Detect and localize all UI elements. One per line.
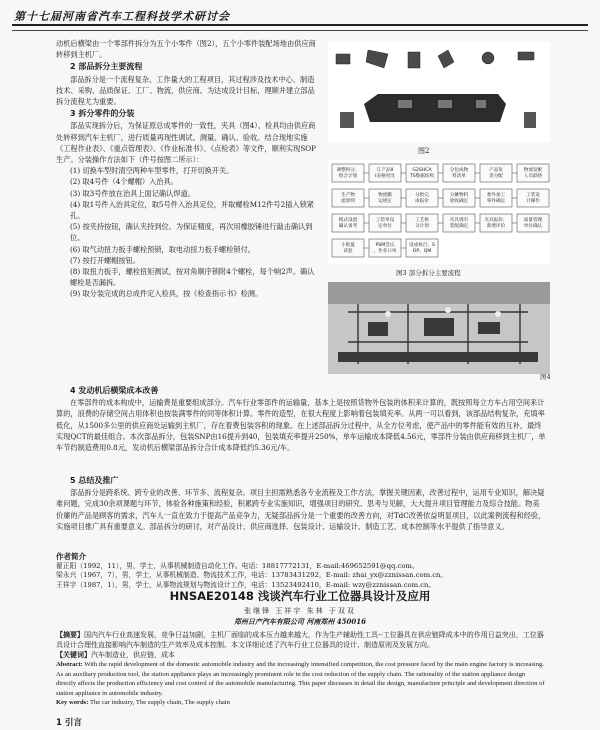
svg-text:生产物: 生产物 bbox=[341, 193, 355, 198]
step-item: (1) 切换车型时清空两种车型零件，打开切换开关。 bbox=[70, 166, 234, 176]
step-item: (7) 按打开螺帽按钮。 bbox=[70, 255, 140, 265]
svg-text:装配确定: 装配确定 bbox=[449, 224, 469, 229]
flow-step bbox=[480, 164, 512, 182]
flow-step bbox=[480, 214, 512, 232]
svg-text:产品负: 产品负 bbox=[489, 168, 503, 173]
svg-text:、作业口单: 、作业口单 bbox=[373, 249, 397, 254]
flow-step bbox=[332, 164, 364, 182]
svg-text:委外加工: 委外加工 bbox=[486, 193, 506, 198]
svg-text:TS数据结构: TS数据结构 bbox=[409, 174, 435, 179]
svg-text:工艺拆: 工艺拆 bbox=[415, 218, 429, 223]
flow-step bbox=[406, 239, 438, 257]
svg-text:小批量: 小批量 bbox=[341, 243, 355, 248]
keywords-label: 【关键词】 bbox=[56, 651, 91, 659]
section-5 bbox=[56, 474, 546, 532]
svg-text:料清单: 料清单 bbox=[452, 174, 466, 179]
svg-text:验收确定: 验收确定 bbox=[449, 199, 469, 204]
svg-text:人员联络: 人员联络 bbox=[523, 174, 543, 179]
svg-text:分批完: 分批完 bbox=[415, 193, 429, 198]
svg-text:成报价: 成报价 bbox=[415, 199, 429, 204]
flow-step bbox=[443, 214, 475, 232]
flow-step bbox=[443, 189, 475, 207]
step-item: (9) 取分装完成的总成件定入检具，按《检查指示书》检测。 bbox=[70, 289, 263, 299]
svg-text:工装单设: 工装单设 bbox=[375, 218, 395, 223]
step-item: (2) 取4号件（4个螺帽）入治具。 bbox=[70, 177, 178, 187]
section-5-body: 部品拆分是跨系统、跨专业的改善、环节多、流程复杂。项目主担需熟悉各专业流程及工作方法，掌握关键因素，改善过程中，运用专业知识，解决疑难问题，完成30余项课题与环节，体验各种施策和经验，积累跨专业实施知识，增强项目的研究、思考与见解，大大提升项目管理能力及综合技能。物美价廉的产品是顾客的需求，汽车人一直在致力于提高产品竞争力，无疑部品拆分是一个重要的改善方向，对TdC改善依益明显项目，以此案例流程和经验，实施项目推广具有重要意义。部品拆分的研讨，对产品设计、供应商选择、包装设计、运输设计、制造工艺、成本控制等水平提供了指导意义。 bbox=[56, 488, 546, 531]
intro-paragraph: 动机后横梁由一个零部件拆分为五个小零件（图2），五个小零件装配场地由供应商转移到主机厂。 bbox=[56, 39, 316, 60]
author-entry: 翟正阳（1992，11），男，学士，从事机械制造自动化工作。电话：18817772131，E-mail:469652591@qq.com。 bbox=[56, 561, 419, 570]
svg-text:夹具现有: 夹具现有 bbox=[449, 218, 469, 223]
en-abstract-text: With the rapid development of the domestic automobile industry and the increasingly intensified competition, the cost pressure faced by the main engine factory is increasing. As an auxiliary production tool, the station appliance plays an increasingly prominent role in the cost reduction of the supply chain. The rationality of the station appliance design directly affects the production efficiency and cost control of the automobile manufacturing. This paper discusses in detail the design, manufacture principle and development direction of station appliance in automobile industry. bbox=[56, 661, 545, 697]
flow-step bbox=[517, 189, 549, 207]
step-item: (3) 取3号件放在治具上面记确认焊道。 bbox=[70, 188, 195, 198]
figure-4-fixture-image bbox=[328, 282, 550, 374]
header-rule bbox=[12, 30, 588, 31]
svg-text:OP、QM: OP、QM bbox=[412, 249, 432, 254]
section-3-heading: 3 拆分零件的分装 bbox=[70, 109, 135, 119]
flow-step bbox=[332, 239, 364, 257]
keywords-text: 汽车制造业，供应链，成本 bbox=[91, 651, 175, 659]
step-item: (6) 取气动扭力扳手螺栓预锁，取电动扭力扳手螺栓锁付。 bbox=[70, 244, 255, 254]
en-abstract-label: Abstract: bbox=[56, 661, 83, 668]
svg-text:单位确认: 单位确认 bbox=[523, 224, 543, 229]
flow-step bbox=[443, 164, 475, 182]
section-3-body: 部品实现拆分后，为保证原总成零件的一致性，夹具（图4）、检具均由供应商处转移到汽车主机厂，进行质量再现性调试、测量、确认、验收。结合现地实施《工程作业表》、《重点管理表》、《作业标准书》、《点检表》等文件，顺利实现SOP生产。分装操作方法如下（件号按图二所示）： bbox=[56, 121, 316, 165]
svg-text:夹具报价、: 夹具报价、 bbox=[484, 218, 508, 223]
figure-2-caption: 图2 bbox=[418, 147, 430, 155]
section-2-body: 部品拆分是一个流程复杂、工作量大的工程项目，其过程涉及技术中心、制造技术、采购、品质保证、工厂、物流、供应商。为达成设计目标，理顺并建立部品拆分流程尤为重要。 bbox=[56, 74, 315, 107]
section-2-heading: 2 部品拆分主要流程 bbox=[70, 62, 143, 72]
flow-step bbox=[406, 189, 438, 207]
figure-3-caption: 图3 部分拆分主要流程 bbox=[396, 269, 461, 277]
svg-text:工装设: 工装设 bbox=[526, 193, 540, 198]
svg-text:质量管理: 质量管理 bbox=[523, 218, 543, 223]
author-info bbox=[56, 552, 546, 590]
author-entry: 王祥宇（1987，1），男，学士，从事物流规划与物流设计工作，电话：13523492410，E-mail: wzy@zznissan.com.cn。 bbox=[56, 580, 436, 589]
flow-step bbox=[517, 164, 549, 182]
svg-text:定单位: 定单位 bbox=[378, 224, 392, 229]
author-info-heading: 作者简介 bbox=[56, 552, 86, 561]
flow-step bbox=[517, 214, 549, 232]
journal-title: 第十七届河南省汽车工程科技学术研讨会 bbox=[14, 10, 230, 23]
abstract-label: 【摘要】 bbox=[56, 631, 84, 639]
figure-4-caption: 图4 bbox=[540, 373, 551, 381]
section-4-body: 在零部件的成本构成中，运输费是重要组成部分。汽车行业零部件的运输量，基本上是按照货物外包装的体积来计算的，既按照每立方车占用空间来计算的，浪费的存储空间占用体积也按装满零件的同等体积计算。零件的造型，在很大程度上影响着包装填充率。从两一可以看到，该部品结构复杂，充填率低化，从1500多公里的供应商处运输到主机厂，存在着费包装容积的现象。在上述部品拆分过程中，从全方位考虑，使产品中的零件能有效的互补，最终实现QCT的最佳组合。本次部品拆分，包装SNP由16提升到40，包装填充率提升250%，单车运输成本降低4.56元，零部件分装由供应商移到主机厂，单车节约制造费用0.8元，发动机后横梁部品拆分合计成本降低约5.36元/车。 bbox=[56, 398, 546, 453]
en-keywords-label: Key words: bbox=[56, 699, 89, 707]
flow-step bbox=[406, 214, 438, 232]
svg-text:分包成物: 分包成物 bbox=[449, 168, 469, 173]
flow-step bbox=[332, 189, 364, 207]
svg-text:运规定: 运规定 bbox=[378, 199, 392, 204]
flow-step bbox=[332, 214, 364, 232]
svg-text:分计划: 分计划 bbox=[415, 224, 429, 229]
flow-step bbox=[369, 239, 401, 257]
svg-text:新增评价: 新增评价 bbox=[486, 224, 506, 229]
flow-step bbox=[406, 164, 438, 182]
page-header bbox=[12, 6, 588, 26]
flow-step bbox=[369, 164, 401, 182]
step-item: (8) 取扭力扳手，螺栓扭矩测试，按对角顺序锁附4个螺栓，每个响2声。确认螺栓是否漏拆。 bbox=[70, 267, 315, 288]
svg-text:计操作: 计操作 bbox=[526, 199, 540, 204]
figure-3-flowchart bbox=[328, 160, 550, 264]
left-column bbox=[56, 38, 318, 300]
svg-text:物流发配: 物流发配 bbox=[523, 168, 543, 173]
svg-text:责分配: 责分配 bbox=[489, 174, 503, 179]
article-affiliation: 郑州日产汽车有限公司 河南郑州 450016 bbox=[233, 617, 367, 626]
svg-text:确认备考: 确认备考 bbox=[338, 224, 358, 229]
figure-2-parts-image bbox=[328, 42, 550, 142]
section-4-heading: 4 发动机后横梁成本改善 bbox=[70, 386, 159, 395]
step-item: (4) 取1号件入治具定位，取5号件入治具定位，并取螺栓M12件号2插入锁紧孔。 bbox=[70, 199, 314, 221]
author-entry: 梁永兴（1967，7），男，学士，从事机械制造、物流技术工作，电话：13783431292，E-mail: zhai_yx@zznissan.com.cn。 bbox=[56, 571, 448, 580]
flow-step bbox=[369, 189, 401, 207]
svg-text:订产品II: 订产品II bbox=[376, 168, 394, 173]
intro-heading: 1 引言 bbox=[56, 718, 82, 728]
svg-text:物流搬: 物流搬 bbox=[378, 193, 392, 198]
svg-text:模式设置: 模式设置 bbox=[338, 218, 358, 223]
article-title: HNSAE20148 浅谈汽车行业工位器具设计及应用 bbox=[169, 589, 431, 603]
en-keywords-text: The car industry, The supply chain, The supply chain bbox=[89, 699, 230, 707]
svg-text:试验: 试验 bbox=[343, 249, 353, 254]
svg-text:零件确定: 零件确定 bbox=[486, 199, 506, 204]
article-authors: 张继锋 王祥宇 朱林 于双双 bbox=[244, 607, 356, 615]
flow-step bbox=[480, 189, 512, 207]
english-abstract-block bbox=[56, 660, 546, 708]
flow-step bbox=[369, 214, 401, 232]
svg-text:流原则: 流原则 bbox=[341, 199, 355, 204]
svg-text:PSM会议: PSM会议 bbox=[375, 243, 395, 248]
abstract-block bbox=[56, 630, 546, 660]
svg-text:设成执行、S: 设成执行、S bbox=[409, 243, 435, 248]
svg-text:I表格更改: I表格更改 bbox=[375, 174, 395, 179]
step-item: (5) 按夹持按钮，确认夹持到位。为保证精度，再次用橡胶锤进行敲击确认到位。 bbox=[70, 222, 313, 243]
section-4 bbox=[56, 384, 546, 453]
svg-text:组合计划: 组合计划 bbox=[338, 174, 358, 179]
svg-text:G2SHCA: G2SHCA bbox=[412, 168, 432, 173]
svg-text:调整拆分，: 调整拆分， bbox=[336, 168, 360, 173]
section-5-heading: 5 总结及推广 bbox=[70, 476, 119, 485]
abstract-text: 国内汽车行业高速发展，竞争日益加剧，主机厂面临的成本压力越来越大，作为生产辅助性工具--工位器具在供应链降成本中的作用日益突出，工位器具设计合理性直接影响汽车制造的生产效率及成本控制。本文详细论述了汽车行业工位器具的设计、制造原则及发展方向。 bbox=[56, 631, 544, 649]
svg-text:分摊物料: 分摊物料 bbox=[449, 193, 469, 198]
